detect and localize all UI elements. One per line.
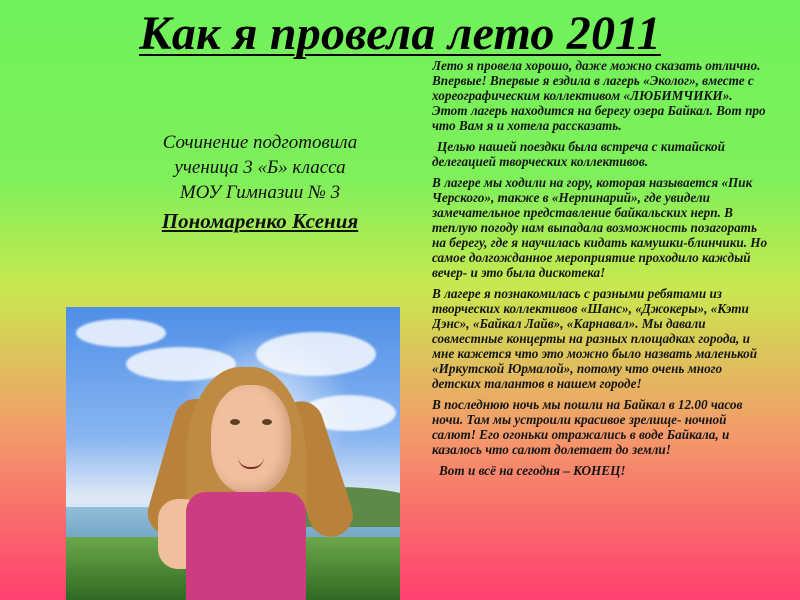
shirt-shape bbox=[186, 492, 306, 600]
cloud-shape bbox=[76, 319, 166, 347]
author-line-2: ученица 3 «Б» класса bbox=[174, 157, 346, 178]
essay-paragraph: Целью нашей поездки была встреча с китайской делегацией творческих коллективов. bbox=[432, 139, 725, 169]
author-line-1: Сочинение подготовила bbox=[162, 132, 358, 153]
essay-paragraph: В лагере мы ходили на гору, которая называется «Пик Черского», также в «Нерпинарий», где увидели замечательное представление байкальских нерп. В теплую погоду нам выпадала возможность позагорать на берегу, где я научилась кидать камушки-блинчики. Но самое долгожданное мероприятие проходило каждый вечер- и это была дискотека! bbox=[432, 175, 768, 280]
essay-text-column bbox=[432, 58, 770, 593]
page-title: Как я провела лето 2011 bbox=[139, 7, 661, 60]
essay-paragraph: Лето я провела хорошо, даже можно сказать отлично. Впервые! Впервые я ездила в лагерь «Эколог», вместе с хореографическим коллективом «ЛЮБИМЧИКИ». Этот лагерь находится на берегу озера Байкал. Вот про что Вам я и хотела рассказать. bbox=[432, 58, 766, 133]
author-block bbox=[110, 130, 410, 235]
essay-paragraph: Вот и всё на сегодня – КОНЕЦ! bbox=[439, 463, 626, 478]
portrait-photo bbox=[66, 307, 400, 600]
face-shape bbox=[211, 385, 291, 493]
essay-paragraph: В последнюю ночь мы пошли на Байкал в 12.00 часов ночи. Там мы устроили красивое зрелище- ночной салют! Его огоньки отражались в воде Байкала, и казалось что салют долетает до земли! bbox=[432, 397, 743, 457]
cloud-shape bbox=[256, 332, 376, 376]
right-eye-shape bbox=[262, 419, 272, 425]
author-name: Пономаренко Ксения bbox=[161, 209, 359, 233]
left-eye-shape bbox=[230, 419, 240, 425]
essay-paragraph: В лагере я познакомилась с разными ребятами из творческих коллективов «Шанс», «Джокеры», «Кэти Дэнс», «Байкал Лайв», «Карнавал». Мы давали совместные концерты на разных площадках города, и мне кажется что это можно было назвать маленькой «Иркутской Юрмалой», потому что очень много детских талантов в нашем городе! bbox=[432, 286, 758, 391]
author-line-3: МОУ Гимназии № 3 bbox=[179, 182, 341, 203]
